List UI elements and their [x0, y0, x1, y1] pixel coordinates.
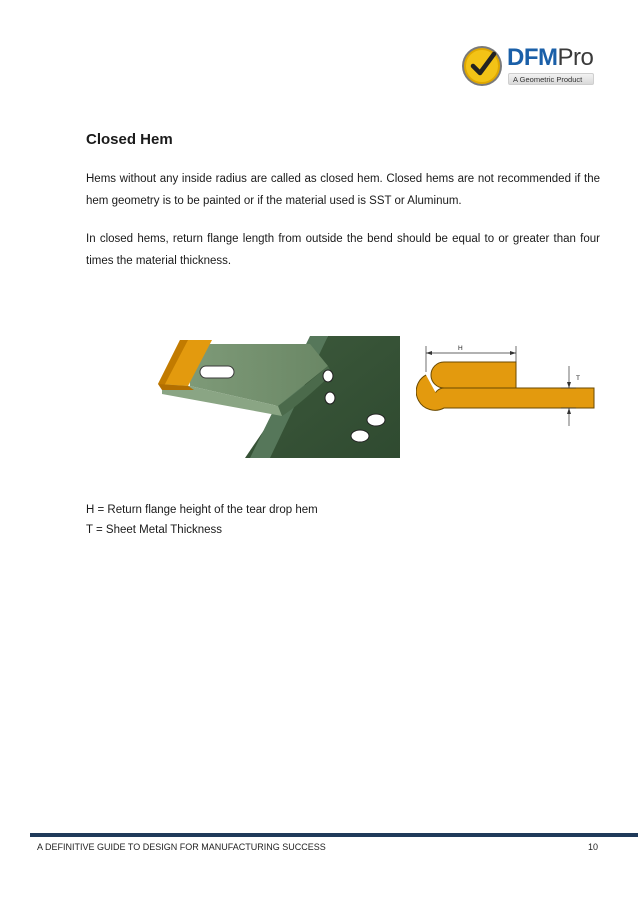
dimension-definitions	[86, 500, 318, 540]
closed-hem-3d-illustration	[150, 336, 400, 458]
footer-rule	[30, 833, 638, 837]
logo-wordmark: DFMPro	[507, 44, 594, 71]
logo-tagline: A Geometric Product	[508, 73, 594, 85]
definition-t: T = Sheet Metal Thickness	[86, 524, 223, 536]
footer-title: A DEFINITIVE GUIDE TO DESIGN FOR MANUFACTURING SUCCESS	[37, 842, 326, 852]
closed-hem-section-drawing	[416, 338, 598, 430]
page-number: 10	[588, 842, 599, 852]
check-badge-icon	[458, 40, 506, 88]
section-heading: Closed Hem	[86, 131, 173, 148]
definition-h: H = Return flange height of the tear drop hem	[86, 504, 318, 516]
dimension-h-label: H	[458, 345, 463, 352]
paragraph-closed-hem-definition: Hems without any inside radius are called as closed hem. Closed hems are not recommended if the hem geometry is to be painted or if the material used is SST or Aluminum.	[86, 173, 600, 207]
dfmpro-logo	[458, 40, 598, 92]
dimension-t-label: T	[576, 375, 580, 382]
paragraph-closed-hem-rule: In closed hems, return flange length from outside the bend should be equal to or greater than four times the material thickness.	[86, 233, 600, 267]
